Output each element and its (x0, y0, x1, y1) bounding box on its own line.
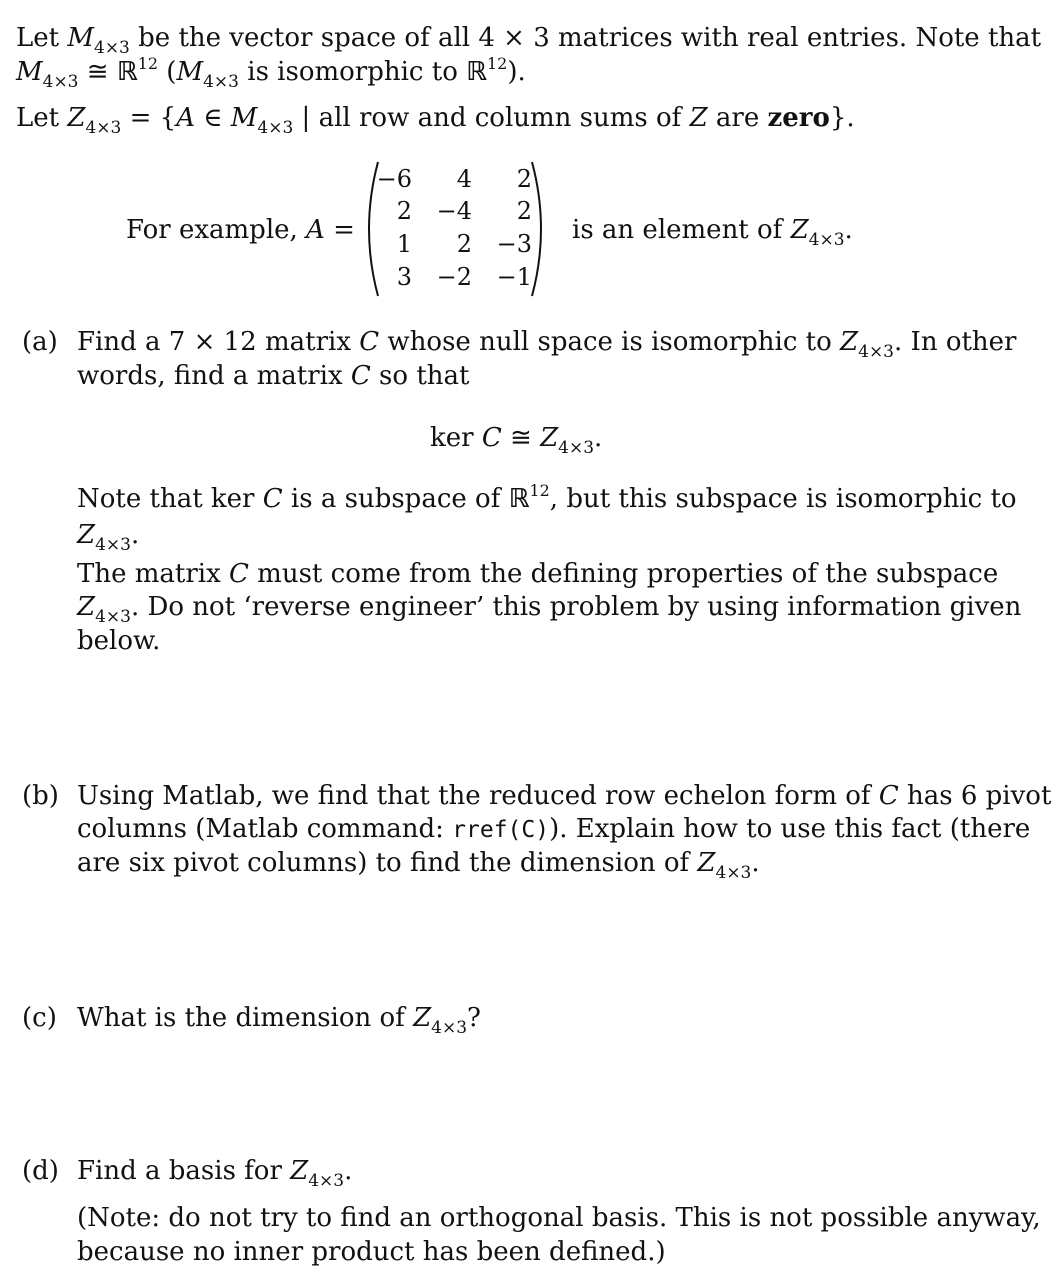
example-suffix: is an element of $Z_{4\times 3}$. (572, 215, 853, 250)
matrix-cell: 2 (516, 165, 532, 193)
matrix-cell: 1 (396, 230, 412, 258)
matrix-cell: −2 (436, 263, 472, 291)
matrix-cell: 2 (396, 197, 412, 225)
part-c-label: (c) (22, 1003, 57, 1033)
part-d-line: Find a basis for $Z_{4\times 3}$. (77, 1156, 353, 1191)
part-a-note-2: $Z_{4\times 3}$. (77, 520, 140, 555)
matrix-cell: 2 (456, 230, 472, 258)
part-a-note-3: The matrix C must come from the defining properties of the subspace (77, 559, 999, 589)
part-a-note-1: Note that ker C is a subspace of ℝ$^{12}$, but this subspace is isomorphic to (77, 481, 1017, 514)
part-a-note-4: $Z_{4\times 3}$. Do not ‘reverse engineer’ this problem by using information given (77, 592, 1022, 627)
part-a-line-2: words, find a matrix C so that (77, 361, 470, 391)
part-a-display-eq: ker C ≅ $Z_{4\times 3}$. (430, 423, 603, 458)
matrix-cell: −6 (376, 165, 412, 193)
matrix-cell: 4 (456, 165, 472, 193)
matrix-cell: −3 (496, 230, 532, 258)
matrix-cell: 3 (396, 263, 412, 291)
part-b-line-1: Using Matlab, we find that the reduced row echelon form of C has 6 pivot (77, 781, 1051, 811)
intro-line-3: Let $Z_{4\times 3} = \{A$ ∈ $M_{4\times 3}$ | all row and column sums of Z are zero}. (16, 103, 855, 138)
matlab-command: rref(C) (452, 817, 550, 843)
part-a-label: (a) (22, 327, 58, 357)
matrix-cell: −4 (436, 197, 472, 225)
matrix-cell: 2 (516, 197, 532, 225)
part-b-label: (b) (22, 781, 59, 811)
part-a-note-5: below. (77, 626, 161, 656)
matrix-cell: −1 (496, 263, 532, 291)
part-d-note-1: (Note: do not try to find an orthogonal basis. This is not possible anyway, (77, 1203, 1041, 1233)
part-b-line-2: columns (Matlab command: rref(C)). Explain how to use this fact (there (77, 814, 1031, 844)
part-d-note-2: because no inner product has been defined.) (77, 1237, 666, 1267)
part-d-label: (d) (22, 1156, 59, 1186)
intro-line-2: $M_{4\times 3}$ ≅ ℝ$^{12}$ ($M_{4\times 3}$ is isomorphic to ℝ$^{12}$). (16, 54, 526, 92)
part-a-line-1: Find a 7 × 12 matrix C whose null space is isomorphic to $Z_{4\times 3}$. In other (77, 327, 1017, 362)
example-matrix (362, 158, 548, 300)
part-c-line: What is the dimension of $Z_{4\times 3}$? (77, 1003, 481, 1038)
example-prefix: For example, A = (126, 215, 355, 245)
part-b-line-3: are six pivot columns) to find the dimension of $Z_{4\times 3}$. (77, 848, 760, 883)
intro-line-1: Let $M_{4\times 3}$ be the vector space of all 4 × 3 matrices with real entries. Note that (16, 23, 1042, 58)
